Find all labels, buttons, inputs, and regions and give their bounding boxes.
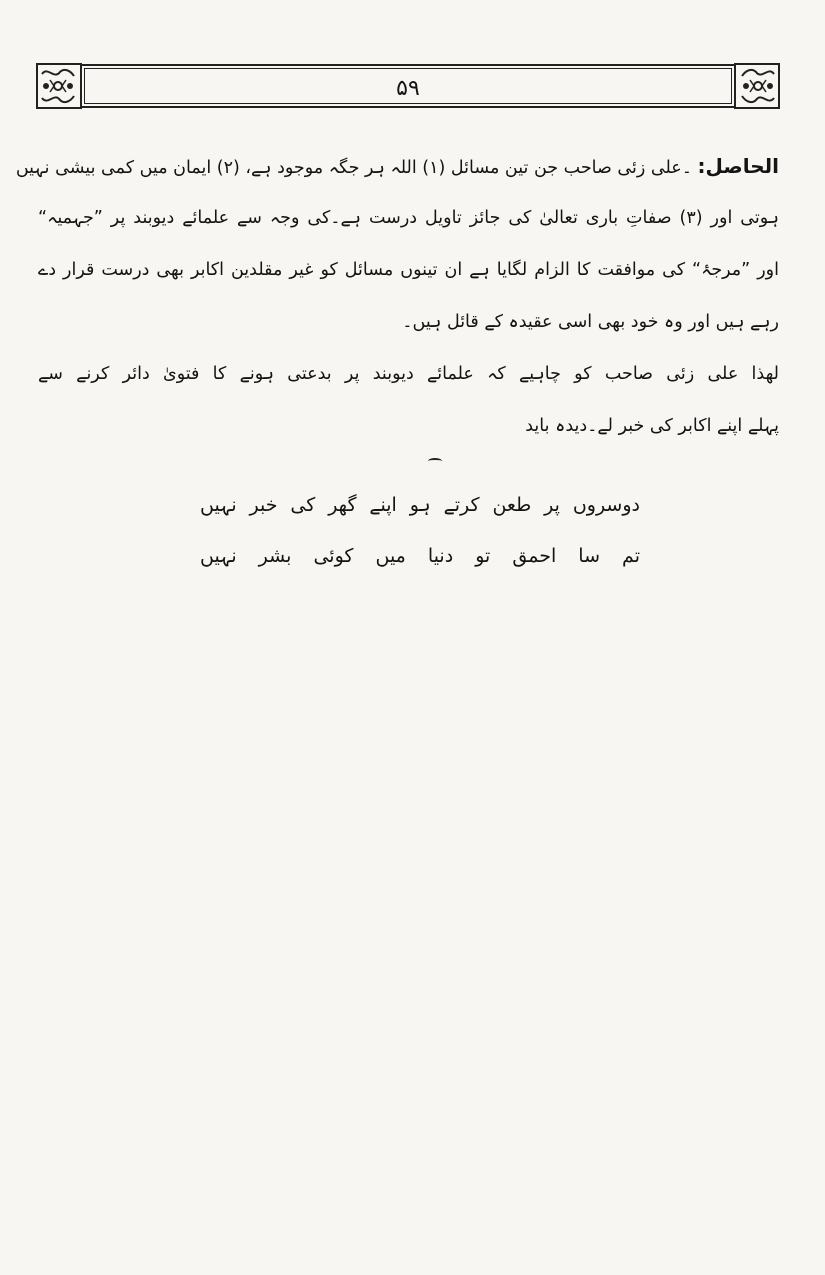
verse-line-1: دوسروں پر طعن کرتے ہو اپنے گھر کی خبر نہیں — [200, 494, 640, 516]
body-line-5 — [38, 348, 779, 400]
body-line-6 — [38, 400, 779, 452]
page-number-box — [80, 64, 736, 108]
body-line-text: ہوتی اور (۳) صفاتِ باری تعالیٰ کی جائز تاویل درست ہے۔کی وجہ سے علمائے دیوبند پر ”جہمیہ“ — [38, 208, 780, 228]
verse-line-2: تم سا احمق تو دنیا میں کوئی بشر نہیں — [200, 545, 640, 567]
body-paragraphs — [15, 140, 780, 452]
body-line-text: پہلے اپنے اکابر کی خبر لے۔دیدہ باید — [525, 416, 779, 436]
body-line-4 — [38, 296, 779, 348]
page-number: ۵۹ — [396, 76, 420, 101]
body-line-text: ۔علی زئی صاحب جن تین مسائل (۱) اللہ ہر جگہ موجود ہے، (۲) ایمان میں کمی بیشی نہیں — [15, 158, 698, 178]
page-header — [34, 60, 782, 114]
body-line-text: رہے ہیں اور وہ خود بھی اسی عقیدہ کے قائل ہیں۔ — [402, 312, 779, 332]
body-line-2 — [38, 192, 779, 244]
body-line-text: لھذا علی زئی صاحب کو چاہیے کہ علمائے دیوبند پر بدعتی ہونے کا فتویٰ دائر کرنے سے — [38, 364, 779, 384]
verse-marker — [428, 458, 442, 464]
floral-ornament-right-icon — [732, 60, 782, 112]
body-line-3 — [38, 244, 779, 296]
conclusion-heading: الحاصل: — [697, 154, 779, 178]
floral-ornament-left-icon — [34, 60, 84, 112]
body-line-1 — [15, 140, 779, 192]
body-line-text: اور ”مرجۂ“ کی موافقت کا الزام لگایا ہے ان تینوں مسائل کو غیر مقلدین اکابر بھی درست قرار دے — [38, 260, 779, 280]
